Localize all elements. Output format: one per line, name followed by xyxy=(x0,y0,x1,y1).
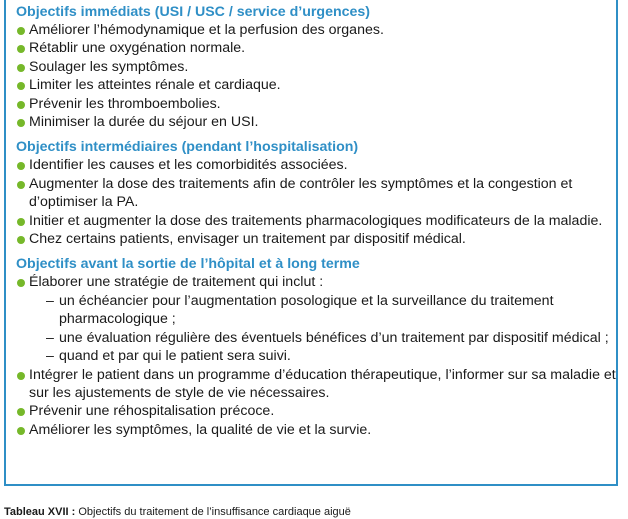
list-item: Augmenter la dose des traitements afin de contrôler les symptômes et la congestion et d’optimiser la PA. xyxy=(16,175,616,212)
objectives-table xyxy=(4,0,618,486)
list-item: Prévenir les thromboembolies. xyxy=(16,95,616,113)
objectives-list xyxy=(16,21,616,131)
list-item: Soulager les symptômes. xyxy=(16,58,616,76)
bullet-icon xyxy=(17,427,25,435)
section-heading: Objectifs intermédiaires (pendant l’hospitalisation) xyxy=(16,139,359,156)
list-item: Prévenir une réhospitalisation précoce. xyxy=(16,402,616,420)
bullet-icon xyxy=(17,408,25,416)
caption-label: Tableau XVII : xyxy=(4,506,76,518)
bullet-icon xyxy=(17,119,25,127)
dash-icon: – xyxy=(46,348,54,365)
list-item: Intégrer le patient dans un programme d’éducation thérapeutique, l’informer sur sa maladie et sur les ajustements de style de vie nécessaires. xyxy=(16,366,616,403)
section-heading: Objectifs avant la sortie de l’hôpital et à long terme xyxy=(16,256,360,273)
section-discharge-long-term xyxy=(16,255,616,439)
dash-icon: – xyxy=(46,329,54,346)
list-item: Chez certains patients, envisager un traitement par dispositif médical. xyxy=(16,230,616,248)
bullet-icon xyxy=(17,82,25,90)
section-intermediate xyxy=(16,138,616,248)
bullet-icon xyxy=(17,27,25,35)
list-item: Identifier les causes et les comorbidités associées. xyxy=(16,156,616,174)
objectives-list xyxy=(16,273,616,439)
list-item: Améliorer les symptômes, la qualité de vie et la survie. xyxy=(16,421,616,439)
bullet-icon xyxy=(17,45,25,53)
bullet-icon xyxy=(17,162,25,170)
bullet-icon xyxy=(17,372,25,380)
list-item: Rétablir une oxygénation normale. xyxy=(16,39,616,57)
bullet-icon xyxy=(17,279,25,287)
strategy-sublist xyxy=(29,292,616,366)
list-item: Minimiser la durée du séjour en USI. xyxy=(16,113,616,131)
bullet-icon xyxy=(17,181,25,189)
sub-item: – une évaluation régulière des éventuels bénéfices d’un traitement par dispositif médical ; xyxy=(46,329,609,346)
section-heading: Objectifs immédiats (USI / USC / service d’urgences) xyxy=(16,4,371,20)
dash-icon: – xyxy=(46,292,54,309)
sub-item: – quand et par qui le patient sera suivi. xyxy=(46,348,291,365)
sub-item: – un échéancier pour l’augmentation posologique et la surveillance du traitement pharmacologique ; xyxy=(46,292,554,328)
list-item: Limiter les atteintes rénale et cardiaque. xyxy=(16,76,616,94)
objectives-list xyxy=(16,156,616,248)
list-item: Élaborer une stratégie de traitement qui inclut : – un échéancier pour l’augmentation posologique et la surveillance du traitement pharmacologique ; – une évaluation régulière des éventuels bénéfices d’un traitement par dispositif médical ; – quand et par qui le patient sera suivi. xyxy=(16,273,616,365)
bullet-icon xyxy=(17,101,25,109)
bullet-icon xyxy=(17,64,25,72)
table-caption xyxy=(4,505,351,519)
bullet-icon xyxy=(17,236,25,244)
list-item: Initier et augmenter la dose des traitements pharmacologiques modificateurs de la maladie. xyxy=(16,212,616,230)
caption-text: Objectifs du traitement de l’insuffisance cardiaque aiguë xyxy=(78,506,351,518)
section-immediate xyxy=(16,3,616,131)
list-item: Améliorer l’hémodynamique et la perfusion des organes. xyxy=(16,21,616,39)
bullet-icon xyxy=(17,218,25,226)
